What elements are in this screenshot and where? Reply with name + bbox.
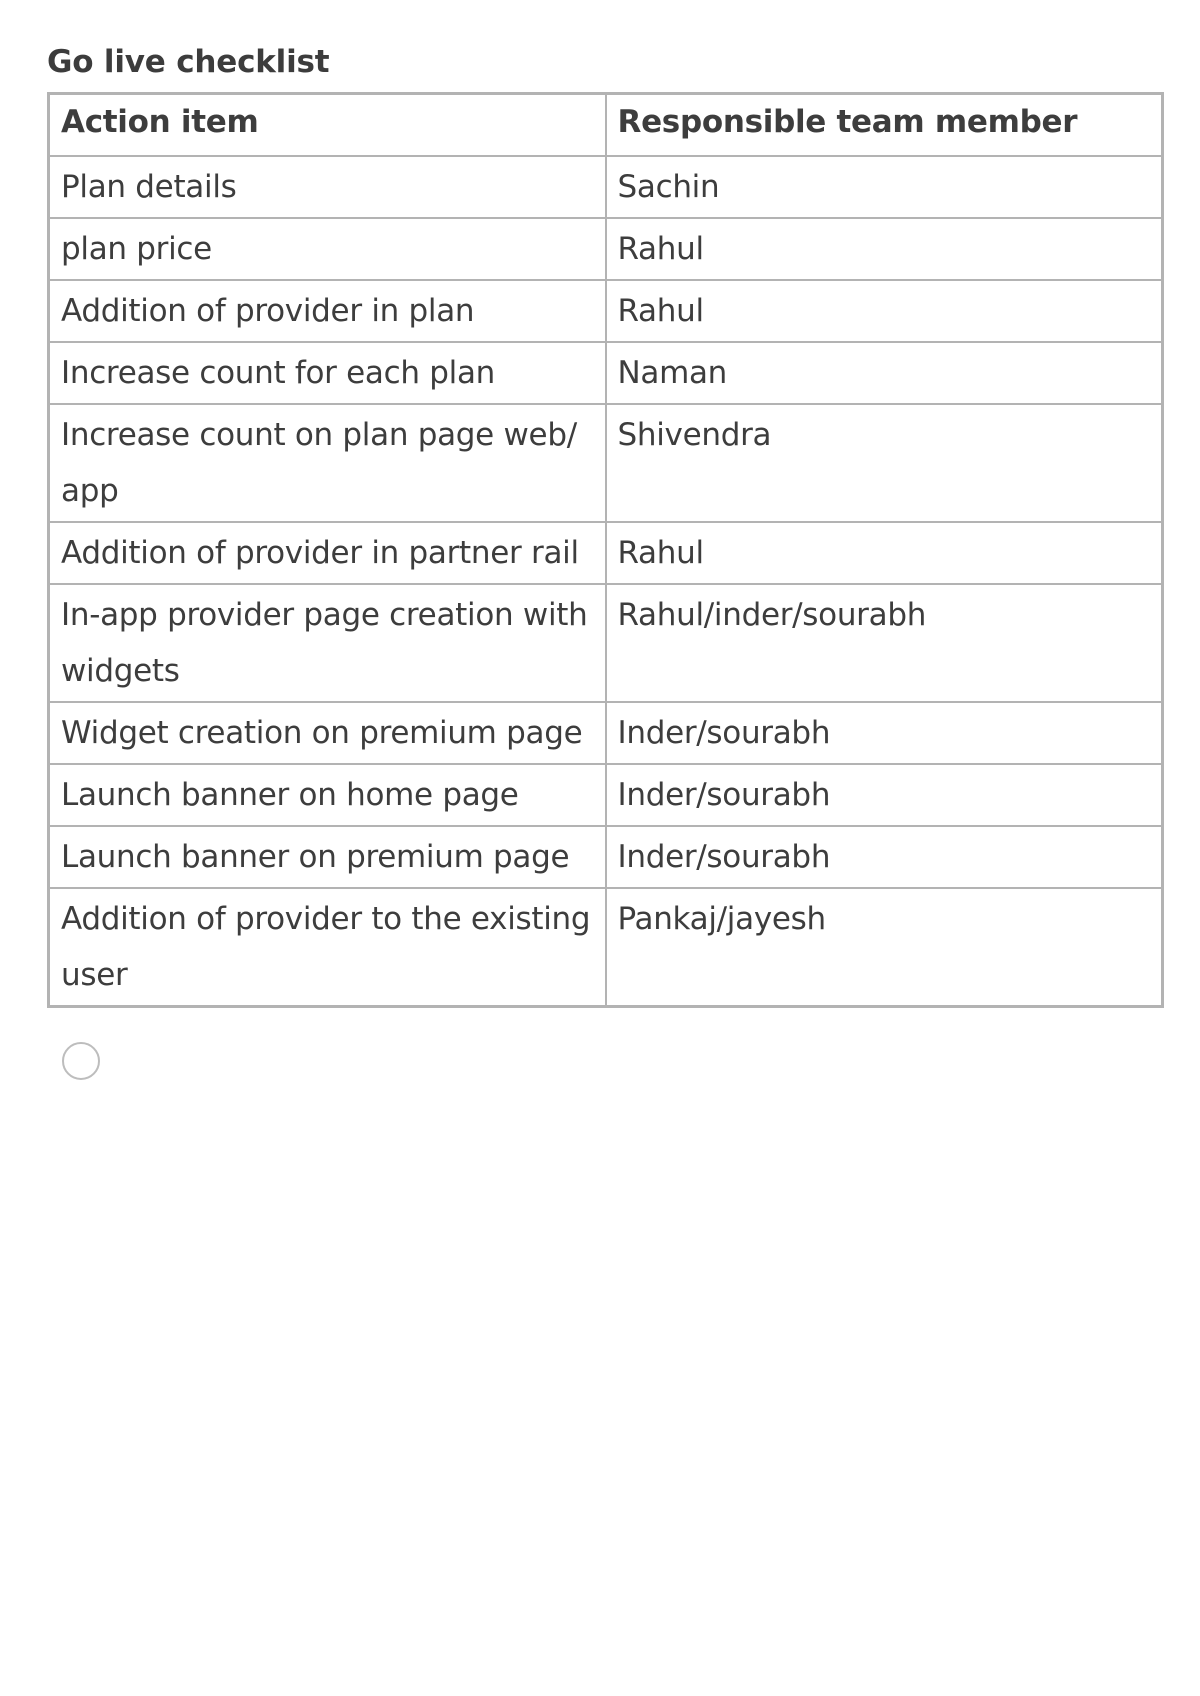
action-cell[interactable]: Addition of provider to the existing user	[49, 888, 606, 1007]
table-row	[49, 522, 1163, 584]
table-row	[49, 280, 1163, 342]
action-cell[interactable]: Increase count on plan page web/ app	[49, 404, 606, 522]
member-cell[interactable]: Sachin	[606, 156, 1163, 218]
member-cell[interactable]: Inder/sourabh	[606, 764, 1163, 826]
member-cell[interactable]: Rahul	[606, 280, 1163, 342]
table-row	[49, 702, 1163, 764]
action-cell[interactable]: Increase count for each plan	[49, 342, 606, 404]
action-cell[interactable]: Widget creation on premium page	[49, 702, 606, 764]
column-header-action: Action item	[49, 94, 606, 157]
table-row	[49, 584, 1163, 702]
column-header-member: Responsible team member	[606, 94, 1163, 157]
table-header-row	[49, 94, 1163, 157]
action-cell[interactable]: In-app provider page creation with widgets	[49, 584, 606, 702]
table-row	[49, 764, 1163, 826]
table-row	[49, 826, 1163, 888]
member-cell[interactable]: Inder/sourabh	[606, 702, 1163, 764]
member-cell[interactable]: Rahul	[606, 522, 1163, 584]
table-row	[49, 218, 1163, 280]
table-row	[49, 404, 1163, 522]
action-cell[interactable]: Addition of provider in plan	[49, 280, 606, 342]
table-row	[49, 156, 1163, 218]
member-cell[interactable]: Rahul	[606, 218, 1163, 280]
action-cell[interactable]: plan price	[49, 218, 606, 280]
table-row	[49, 342, 1163, 404]
member-cell[interactable]: Rahul/inder/sourabh	[606, 584, 1163, 702]
table-row	[49, 888, 1163, 1007]
action-cell[interactable]: Addition of provider in partner rail	[49, 522, 606, 584]
page-title: Go live checklist	[47, 44, 330, 80]
action-cell[interactable]: Launch banner on home page	[49, 764, 606, 826]
empty-circle-icon[interactable]	[62, 1042, 100, 1080]
member-cell[interactable]: Pankaj/jayesh	[606, 888, 1163, 1007]
action-cell[interactable]: Launch banner on premium page	[49, 826, 606, 888]
member-cell[interactable]: Naman	[606, 342, 1163, 404]
checklist-table	[47, 92, 1164, 1008]
document-page	[47, 38, 1163, 1008]
action-cell[interactable]: Plan details	[49, 156, 606, 218]
member-cell[interactable]: Shivendra	[606, 404, 1163, 522]
member-cell[interactable]: Inder/sourabh	[606, 826, 1163, 888]
